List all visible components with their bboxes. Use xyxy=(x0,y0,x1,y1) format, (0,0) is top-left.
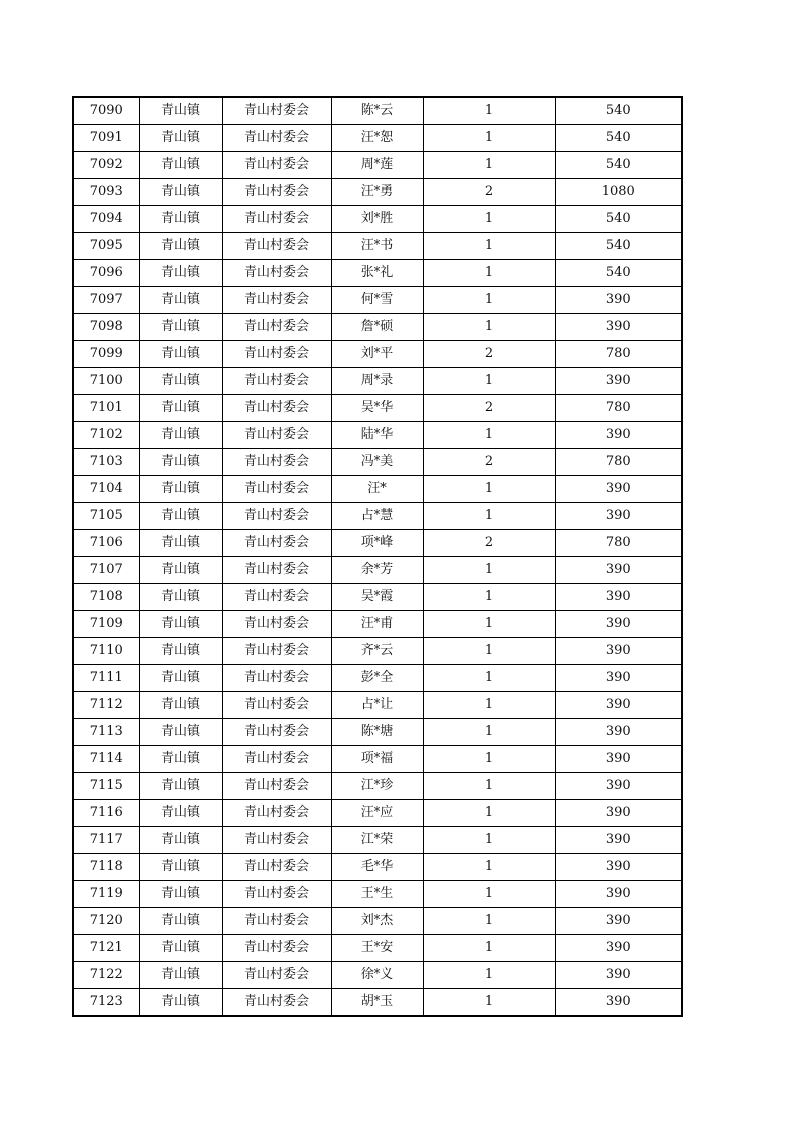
amount-cell: 390 xyxy=(555,665,682,692)
person-name-cell: 刘*平 xyxy=(331,341,423,368)
household-count-cell: 1 xyxy=(423,692,555,719)
serial-number-cell: 7101 xyxy=(73,395,139,422)
amount-cell: 780 xyxy=(555,341,682,368)
town-cell: 青山镇 xyxy=(139,368,222,395)
amount-cell: 390 xyxy=(555,476,682,503)
table-row xyxy=(73,611,682,638)
serial-number-cell: 7109 xyxy=(73,611,139,638)
village-committee-cell: 青山村委会 xyxy=(222,692,331,719)
village-committee-cell: 青山村委会 xyxy=(222,800,331,827)
serial-number-cell: 7112 xyxy=(73,692,139,719)
amount-cell: 540 xyxy=(555,125,682,152)
amount-cell: 390 xyxy=(555,800,682,827)
serial-number-cell: 7123 xyxy=(73,989,139,1017)
person-name-cell: 占*让 xyxy=(331,692,423,719)
household-count-cell: 1 xyxy=(423,719,555,746)
village-committee-cell: 青山村委会 xyxy=(222,422,331,449)
table-row xyxy=(73,476,682,503)
person-name-cell: 陆*华 xyxy=(331,422,423,449)
serial-number-cell: 7114 xyxy=(73,746,139,773)
amount-cell: 390 xyxy=(555,908,682,935)
village-committee-cell: 青山村委会 xyxy=(222,935,331,962)
table-row xyxy=(73,341,682,368)
amount-cell: 390 xyxy=(555,503,682,530)
town-cell: 青山镇 xyxy=(139,503,222,530)
household-count-cell: 1 xyxy=(423,989,555,1017)
town-cell: 青山镇 xyxy=(139,746,222,773)
amount-cell: 390 xyxy=(555,962,682,989)
household-count-cell: 1 xyxy=(423,206,555,233)
household-count-cell: 1 xyxy=(423,314,555,341)
table-row xyxy=(73,125,682,152)
town-cell: 青山镇 xyxy=(139,125,222,152)
person-name-cell: 汪*书 xyxy=(331,233,423,260)
household-count-cell: 2 xyxy=(423,179,555,206)
serial-number-cell: 7091 xyxy=(73,125,139,152)
serial-number-cell: 7107 xyxy=(73,557,139,584)
household-count-cell: 1 xyxy=(423,584,555,611)
village-committee-cell: 青山村委会 xyxy=(222,773,331,800)
household-count-cell: 2 xyxy=(423,449,555,476)
village-committee-cell: 青山村委会 xyxy=(222,530,331,557)
serial-number-cell: 7090 xyxy=(73,97,139,125)
table-row xyxy=(73,422,682,449)
table-row xyxy=(73,800,682,827)
table-row xyxy=(73,908,682,935)
amount-cell: 1080 xyxy=(555,179,682,206)
household-count-cell: 1 xyxy=(423,908,555,935)
table-row xyxy=(73,260,682,287)
village-committee-cell: 青山村委会 xyxy=(222,179,331,206)
table-row xyxy=(73,719,682,746)
person-name-cell: 江*珍 xyxy=(331,773,423,800)
amount-cell: 390 xyxy=(555,746,682,773)
village-committee-cell: 青山村委会 xyxy=(222,476,331,503)
table-row xyxy=(73,962,682,989)
village-committee-cell: 青山村委会 xyxy=(222,395,331,422)
serial-number-cell: 7108 xyxy=(73,584,139,611)
person-name-cell: 汪*勇 xyxy=(331,179,423,206)
town-cell: 青山镇 xyxy=(139,179,222,206)
amount-cell: 390 xyxy=(555,854,682,881)
amount-cell: 390 xyxy=(555,584,682,611)
amount-cell: 540 xyxy=(555,206,682,233)
person-name-cell: 毛*华 xyxy=(331,854,423,881)
village-committee-cell: 青山村委会 xyxy=(222,368,331,395)
table-row xyxy=(73,881,682,908)
town-cell: 青山镇 xyxy=(139,476,222,503)
serial-number-cell: 7106 xyxy=(73,530,139,557)
person-name-cell: 汪*甫 xyxy=(331,611,423,638)
household-count-cell: 1 xyxy=(423,557,555,584)
town-cell: 青山镇 xyxy=(139,638,222,665)
household-count-cell: 2 xyxy=(423,395,555,422)
household-count-cell: 1 xyxy=(423,476,555,503)
serial-number-cell: 7117 xyxy=(73,827,139,854)
serial-number-cell: 7116 xyxy=(73,800,139,827)
amount-cell: 390 xyxy=(555,773,682,800)
table-row xyxy=(73,449,682,476)
person-name-cell: 汪*恕 xyxy=(331,125,423,152)
household-count-cell: 1 xyxy=(423,368,555,395)
household-count-cell: 1 xyxy=(423,854,555,881)
person-name-cell: 彭*全 xyxy=(331,665,423,692)
person-name-cell: 汪* xyxy=(331,476,423,503)
household-count-cell: 2 xyxy=(423,341,555,368)
town-cell: 青山镇 xyxy=(139,206,222,233)
town-cell: 青山镇 xyxy=(139,611,222,638)
table-row xyxy=(73,314,682,341)
person-name-cell: 何*雪 xyxy=(331,287,423,314)
household-count-cell: 1 xyxy=(423,287,555,314)
amount-cell: 780 xyxy=(555,530,682,557)
person-name-cell: 项*福 xyxy=(331,746,423,773)
serial-number-cell: 7120 xyxy=(73,908,139,935)
person-name-cell: 江*荣 xyxy=(331,827,423,854)
town-cell: 青山镇 xyxy=(139,530,222,557)
table-row xyxy=(73,584,682,611)
person-name-cell: 徐*义 xyxy=(331,962,423,989)
village-committee-cell: 青山村委会 xyxy=(222,557,331,584)
serial-number-cell: 7095 xyxy=(73,233,139,260)
table-row xyxy=(73,179,682,206)
village-committee-cell: 青山村委会 xyxy=(222,746,331,773)
household-count-cell: 1 xyxy=(423,97,555,125)
town-cell: 青山镇 xyxy=(139,827,222,854)
household-count-cell: 1 xyxy=(423,260,555,287)
village-committee-cell: 青山村委会 xyxy=(222,206,331,233)
table-row xyxy=(73,233,682,260)
table-row xyxy=(73,557,682,584)
table-row xyxy=(73,773,682,800)
serial-number-cell: 7094 xyxy=(73,206,139,233)
town-cell: 青山镇 xyxy=(139,557,222,584)
person-name-cell: 汪*应 xyxy=(331,800,423,827)
amount-cell: 390 xyxy=(555,719,682,746)
town-cell: 青山镇 xyxy=(139,719,222,746)
person-name-cell: 陈*云 xyxy=(331,97,423,125)
household-count-cell: 1 xyxy=(423,233,555,260)
household-count-cell: 1 xyxy=(423,152,555,179)
town-cell: 青山镇 xyxy=(139,287,222,314)
town-cell: 青山镇 xyxy=(139,665,222,692)
table-row xyxy=(73,746,682,773)
town-cell: 青山镇 xyxy=(139,260,222,287)
table-row xyxy=(73,827,682,854)
serial-number-cell: 7097 xyxy=(73,287,139,314)
town-cell: 青山镇 xyxy=(139,97,222,125)
village-committee-cell: 青山村委会 xyxy=(222,503,331,530)
person-name-cell: 齐*云 xyxy=(331,638,423,665)
person-name-cell: 刘*杰 xyxy=(331,908,423,935)
amount-cell: 390 xyxy=(555,935,682,962)
amount-cell: 540 xyxy=(555,152,682,179)
household-count-cell: 1 xyxy=(423,962,555,989)
amount-cell: 390 xyxy=(555,881,682,908)
town-cell: 青山镇 xyxy=(139,395,222,422)
town-cell: 青山镇 xyxy=(139,152,222,179)
amount-cell: 390 xyxy=(555,638,682,665)
person-name-cell: 余*芳 xyxy=(331,557,423,584)
person-name-cell: 刘*胜 xyxy=(331,206,423,233)
village-committee-cell: 青山村委会 xyxy=(222,881,331,908)
amount-cell: 780 xyxy=(555,395,682,422)
person-name-cell: 詹*硕 xyxy=(331,314,423,341)
town-cell: 青山镇 xyxy=(139,881,222,908)
table-row xyxy=(73,854,682,881)
town-cell: 青山镇 xyxy=(139,314,222,341)
town-cell: 青山镇 xyxy=(139,854,222,881)
amount-cell: 540 xyxy=(555,260,682,287)
serial-number-cell: 7093 xyxy=(73,179,139,206)
town-cell: 青山镇 xyxy=(139,341,222,368)
person-name-cell: 胡*玉 xyxy=(331,989,423,1017)
serial-number-cell: 7103 xyxy=(73,449,139,476)
town-cell: 青山镇 xyxy=(139,233,222,260)
serial-number-cell: 7121 xyxy=(73,935,139,962)
village-committee-cell: 青山村委会 xyxy=(222,97,331,125)
village-committee-cell: 青山村委会 xyxy=(222,314,331,341)
household-count-cell: 1 xyxy=(423,746,555,773)
town-cell: 青山镇 xyxy=(139,584,222,611)
town-cell: 青山镇 xyxy=(139,962,222,989)
town-cell: 青山镇 xyxy=(139,800,222,827)
village-committee-cell: 青山村委会 xyxy=(222,233,331,260)
serial-number-cell: 7119 xyxy=(73,881,139,908)
village-committee-cell: 青山村委会 xyxy=(222,152,331,179)
town-cell: 青山镇 xyxy=(139,908,222,935)
village-committee-cell: 青山村委会 xyxy=(222,665,331,692)
town-cell: 青山镇 xyxy=(139,989,222,1017)
village-committee-cell: 青山村委会 xyxy=(222,719,331,746)
amount-cell: 390 xyxy=(555,314,682,341)
subsidy-roster-table xyxy=(72,96,683,1017)
household-count-cell: 1 xyxy=(423,125,555,152)
person-name-cell: 王*生 xyxy=(331,881,423,908)
table-row xyxy=(73,395,682,422)
person-name-cell: 王*安 xyxy=(331,935,423,962)
amount-cell: 390 xyxy=(555,692,682,719)
household-count-cell: 1 xyxy=(423,665,555,692)
table-row xyxy=(73,503,682,530)
amount-cell: 390 xyxy=(555,422,682,449)
serial-number-cell: 7104 xyxy=(73,476,139,503)
amount-cell: 390 xyxy=(555,287,682,314)
serial-number-cell: 7105 xyxy=(73,503,139,530)
village-committee-cell: 青山村委会 xyxy=(222,827,331,854)
household-count-cell: 1 xyxy=(423,935,555,962)
household-count-cell: 1 xyxy=(423,503,555,530)
village-committee-cell: 青山村委会 xyxy=(222,287,331,314)
table-row xyxy=(73,152,682,179)
table-row xyxy=(73,638,682,665)
village-committee-cell: 青山村委会 xyxy=(222,125,331,152)
serial-number-cell: 7111 xyxy=(73,665,139,692)
amount-cell: 390 xyxy=(555,557,682,584)
household-count-cell: 1 xyxy=(423,827,555,854)
table-row xyxy=(73,368,682,395)
amount-cell: 390 xyxy=(555,827,682,854)
person-name-cell: 吴*霞 xyxy=(331,584,423,611)
person-name-cell: 张*礼 xyxy=(331,260,423,287)
amount-cell: 780 xyxy=(555,449,682,476)
amount-cell: 540 xyxy=(555,97,682,125)
table-row xyxy=(73,665,682,692)
village-committee-cell: 青山村委会 xyxy=(222,908,331,935)
household-count-cell: 2 xyxy=(423,530,555,557)
serial-number-cell: 7102 xyxy=(73,422,139,449)
table-row xyxy=(73,206,682,233)
village-committee-cell: 青山村委会 xyxy=(222,341,331,368)
household-count-cell: 1 xyxy=(423,881,555,908)
town-cell: 青山镇 xyxy=(139,935,222,962)
serial-number-cell: 7098 xyxy=(73,314,139,341)
village-committee-cell: 青山村委会 xyxy=(222,584,331,611)
serial-number-cell: 7122 xyxy=(73,962,139,989)
household-count-cell: 1 xyxy=(423,422,555,449)
household-count-cell: 1 xyxy=(423,638,555,665)
person-name-cell: 周*莲 xyxy=(331,152,423,179)
person-name-cell: 吴*华 xyxy=(331,395,423,422)
serial-number-cell: 7115 xyxy=(73,773,139,800)
amount-cell: 540 xyxy=(555,233,682,260)
serial-number-cell: 7110 xyxy=(73,638,139,665)
village-committee-cell: 青山村委会 xyxy=(222,638,331,665)
village-committee-cell: 青山村委会 xyxy=(222,962,331,989)
town-cell: 青山镇 xyxy=(139,422,222,449)
town-cell: 青山镇 xyxy=(139,773,222,800)
village-committee-cell: 青山村委会 xyxy=(222,611,331,638)
household-count-cell: 1 xyxy=(423,773,555,800)
serial-number-cell: 7113 xyxy=(73,719,139,746)
serial-number-cell: 7118 xyxy=(73,854,139,881)
person-name-cell: 冯*美 xyxy=(331,449,423,476)
town-cell: 青山镇 xyxy=(139,449,222,476)
town-cell: 青山镇 xyxy=(139,692,222,719)
person-name-cell: 陈*塘 xyxy=(331,719,423,746)
village-committee-cell: 青山村委会 xyxy=(222,854,331,881)
table-row xyxy=(73,935,682,962)
person-name-cell: 占*慧 xyxy=(331,503,423,530)
table-row xyxy=(73,287,682,314)
roster-body xyxy=(73,97,682,1016)
table-row xyxy=(73,530,682,557)
amount-cell: 390 xyxy=(555,989,682,1017)
village-committee-cell: 青山村委会 xyxy=(222,449,331,476)
amount-cell: 390 xyxy=(555,611,682,638)
village-committee-cell: 青山村委会 xyxy=(222,260,331,287)
household-count-cell: 1 xyxy=(423,611,555,638)
serial-number-cell: 7099 xyxy=(73,341,139,368)
village-committee-cell: 青山村委会 xyxy=(222,989,331,1017)
serial-number-cell: 7092 xyxy=(73,152,139,179)
table-row xyxy=(73,692,682,719)
table-row xyxy=(73,989,682,1017)
household-count-cell: 1 xyxy=(423,800,555,827)
serial-number-cell: 7096 xyxy=(73,260,139,287)
person-name-cell: 项*峰 xyxy=(331,530,423,557)
person-name-cell: 周*录 xyxy=(331,368,423,395)
table-row xyxy=(73,97,682,125)
amount-cell: 390 xyxy=(555,368,682,395)
serial-number-cell: 7100 xyxy=(73,368,139,395)
